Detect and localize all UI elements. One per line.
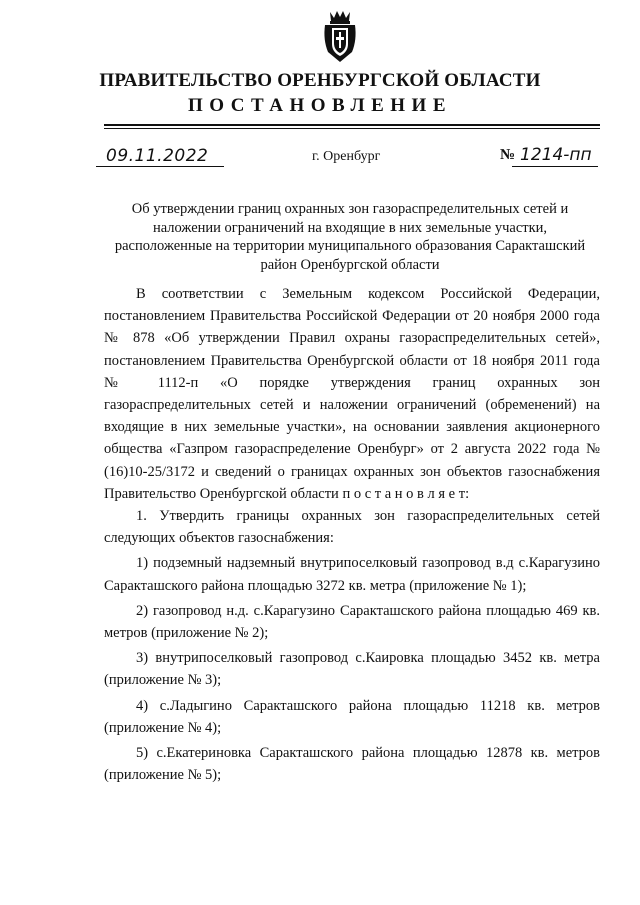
preamble-paragraph: В соответствии с Земельным кодексом Российской Федерации, постановлением Правительства Российской Федерации от 20 ноября 2000 года № 878 «Об утверждении Правил охраны газораспределительных сетей», постановлением Правительства Оренбургской области от 18 ноября 2011 года № 1112-п «О порядке утверждения границ охранных зон газораспределительных сетей и наложении ограничений (обременений) на входящие в них земельные участки», на основании заявления акционерного общества «Газпром газораспределение Оренбург» от 2 августа 2022 года № (16)10-25/3172 и сведений о границах охранных зон объектов газоснабжения Правительство Оренбургской области п о с т а н о в л я е т: xyxy=(104,286,600,502)
number-label: № xyxy=(500,147,516,163)
list-item: 2) газопровод н.д. с.Карагузино Саракташского района площадью 469 кв. метров (приложение № 2); xyxy=(104,602,600,642)
government-name: ПРАВИТЕЛЬСТВО ОРЕНБУРГСКОЙ ОБЛАСТИ xyxy=(99,70,541,91)
orenburg-coat-of-arms-icon xyxy=(322,10,358,64)
list-item: 5) с.Екатериновка Саракташского района площадью 12878 кв. метров (приложение № 5); xyxy=(104,745,600,784)
point-1-paragraph: 1. Утвердить границы охранных зон газораспределительных сетей следующих объектов газоснабжения: xyxy=(104,508,600,547)
document-city: г. Оренбург xyxy=(312,149,381,164)
date-underline xyxy=(96,166,224,167)
document-date: 09.11.2022 xyxy=(106,146,209,166)
document-body xyxy=(104,283,600,786)
list-item: 4) с.Ладыгино Саракташского района площадью 11218 кв. метров (приложение № 4); xyxy=(104,697,600,736)
list-item: 3) внутрипоселковый газопровод с.Каировка площадью 3452 кв. метра (приложение № 3); xyxy=(104,650,600,689)
number-underline xyxy=(512,166,598,167)
list-item: 1) подземный надземный внутрипоселковый газопровод в.д с.Карагузино Саракташского района площадью 3272 кв. метра (приложение № 1); xyxy=(104,555,600,594)
document-number: 1214-пп xyxy=(520,145,592,165)
header-rule-thick xyxy=(104,124,600,126)
document-title: Об утверждении границ охранных зон газораспределительных сетей и наложении ограничений на входящие в них земельные участки, расположенные на территории муниципального образования Саракташский район Оренбургской области xyxy=(114,201,586,273)
document-type: ПОСТАНОВЛЕНИЕ xyxy=(187,95,453,116)
header-rule-thin xyxy=(104,128,600,129)
